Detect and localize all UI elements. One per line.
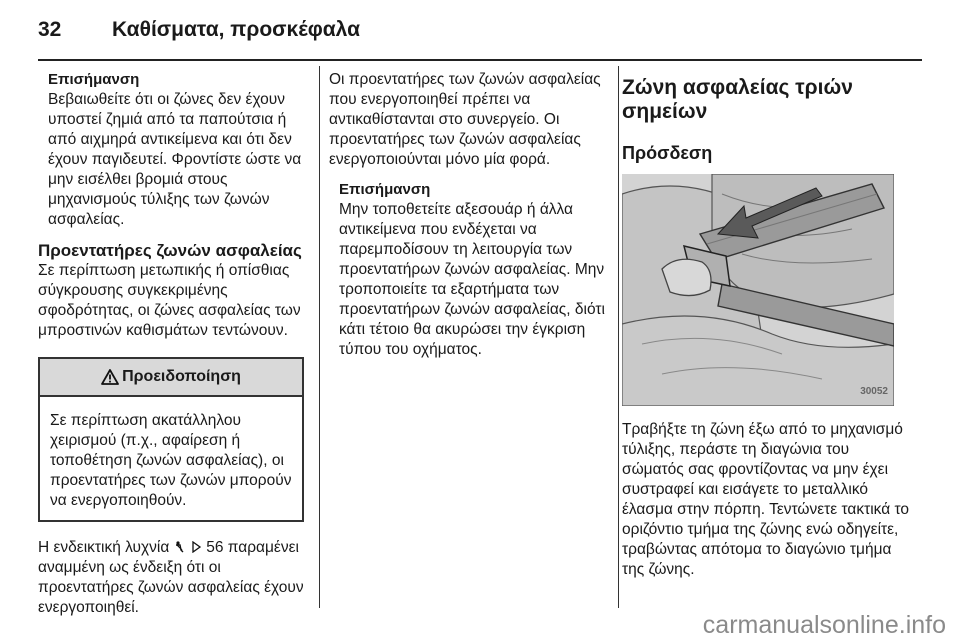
- warning-header: [40, 359, 302, 397]
- page-reference-icon: [190, 541, 202, 553]
- section-title-pretensioners: Προεντατήρες ζωνών ασφαλείας: [38, 241, 302, 260]
- indicator-text-before: Η ενδεικτική λυχνία: [38, 539, 170, 556]
- warning-box: [38, 357, 304, 522]
- notice-label: Επισήμανση: [48, 71, 140, 88]
- illustration-id: 30052: [860, 386, 888, 397]
- notice-text: Βεβαιωθείτε ότι οι ζώνες δεν έχουν υποστεί ζημιά από τα παπούτσια ή από αιχμηρά αντικείμενα και ότι δεν έχουν παγιδευτεί. Φροντίστε ώστε να μην εισέλθει βρομιά στους μηχανισμούς τύλιξης των ζωνών ασφαλείας.: [48, 91, 302, 228]
- footer-watermark: carmanualsonline.info: [702, 611, 946, 639]
- notice-block-2: [329, 180, 607, 360]
- column-divider-2: [618, 66, 619, 608]
- indicator-text-after: 56 παραμένει αναμμένη ως ένδειξη ότι οι προεντατήρες ζωνών ασφαλείας έχουν ενεργοποιηθεί.: [38, 539, 304, 616]
- seatbelt-illustration: [622, 174, 894, 406]
- indicator-paragraph: [38, 538, 306, 618]
- column-divider-1: [319, 66, 320, 608]
- notice-label-2: Επισήμανση: [339, 181, 431, 198]
- column-1: [38, 70, 306, 618]
- notice-text-2: Μην τοποθετείτε αξεσουάρ ή άλλα αντικείμενα που ενδέχεται να παρεμποδίσουν τη λειτουργία των προεντατήρων ζωνών ασφαλείας. Μην τροποποιείτε τα εξαρτήματα των προεντατήρων ζωνών ασφαλείας, διότι κάτι τέτοιο θα ακυρώσει την έγκριση τύπου του οχήματος.: [339, 201, 605, 358]
- column-3: [622, 70, 912, 580]
- seatbelt-lamp-icon: [174, 541, 186, 553]
- seatbelt-drawing: [622, 174, 894, 406]
- notice-block: [38, 70, 306, 230]
- fastening-text: Τραβήξτε τη ζώνη έξω από το μηχανισμό τύλιξης, περάστε τη διαγώνια του σώματός σας φροντίζοντας να μην έχει συστραφεί και εισάγετε το μεταλλικό έλασμα στην πόρπη. Τεντώνετε τακτικά το οριζόντιο τμήμα της ζώνης ενώ οδηγείτε, τραβώντας απότομα το διαγώνιο τμήμα της ζώνης.: [622, 421, 910, 578]
- sub-title-fastening: Πρόσδεση: [622, 143, 713, 163]
- header-rule: [38, 59, 922, 61]
- column-2: [329, 70, 607, 360]
- intro-text: Οι προεντατήρες των ζωνών ασφαλείας που ενεργοποιηθεί πρέπει να αντικαθίστανται στο συνεργείο. Οι προεντατήρες των ζωνών ασφαλείας ενεργοποιούνται μόνο μία φορά.: [329, 71, 601, 168]
- section-text-pretensioners: Σε περίπτωση μετωπικής ή οπίσθιας σύγκρουσης συγκεκριμένης σφοδρότητας, οι ζώνες ασφαλείας των μπροστινών καθισμάτων τεντώνουν.: [38, 262, 301, 339]
- warning-triangle-icon: [101, 369, 119, 385]
- chapter-title: Καθίσματα, προσκέφαλα: [112, 18, 360, 41]
- section-title-three-point-belt: Ζώνη ασφαλείας τριών σημείων: [622, 76, 853, 123]
- page-number: 32: [38, 18, 62, 41]
- warning-title: Προειδοποίηση: [122, 368, 241, 385]
- page-header: [0, 0, 960, 62]
- warning-text: Σε περίπτωση ακατάλληλου χειρισμού (π.χ., αφαίρεση ή τοποθέτηση ζωνών ασφαλείας), οι προεντατήρες των ζωνών μπορούν να ενεργοποιηθούν.: [50, 412, 292, 509]
